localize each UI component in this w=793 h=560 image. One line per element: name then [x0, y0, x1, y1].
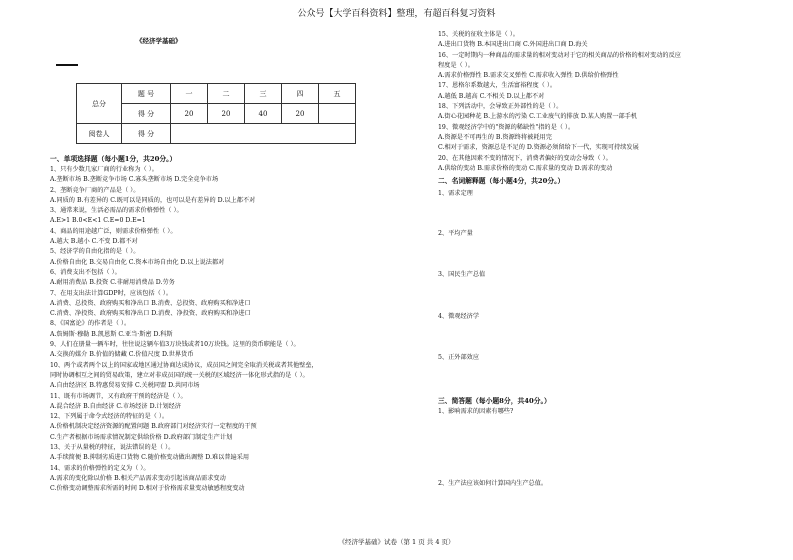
question-line: A.手续简便 B.抑制劣质进口货物 C.随价格变动做出调整 D.难以普遍采用: [50, 454, 250, 462]
points-cell: 20: [171, 104, 208, 124]
row-label-score: 得 分: [122, 104, 171, 124]
question-line: A.街心花园种花 B.上游水的污染 C.工业废气的排放 D.某人购置一部手机: [438, 113, 638, 121]
question-line: 8、《国富论》的作者是（ ）。: [50, 320, 131, 328]
question-line: 9、人们在册量一辆车时，往往说这辆车值3万块钱或者10万块钱。这里的货币职能是（ ）。: [50, 341, 300, 349]
total-label: 总分: [77, 84, 122, 124]
col-header: 三: [245, 84, 282, 104]
page-footer: 《经济学基础》试卷（第 1 页 共 4 页）: [338, 538, 455, 546]
score-table: [76, 83, 356, 144]
question-line: A.詹姆斯·穆勒 B.凯恩斯 C.亚当·斯密 D.科斯: [50, 330, 173, 338]
term-item: 4、微观经济学: [438, 313, 480, 320]
section-3-title: 三、简答题（每小题8分，共40分。）: [438, 397, 551, 405]
divider: [56, 64, 78, 66]
row-label-question-number: 题 号: [122, 84, 171, 104]
question-line: A.越大 B.越小 C.不变 D.都不对: [50, 238, 138, 246]
question-line: 12、下列属于命令式经济的特征的是（ ）。: [50, 413, 169, 421]
question-line: 4、商品的用途越广泛，则需求价格弹性（ ）。: [50, 227, 177, 235]
term-item: 1、需求定理: [438, 190, 473, 197]
document-tag: 《经济学基础》: [136, 37, 182, 45]
question-line: 18、下列活动中，会导致正外部性的是（ ）。: [438, 103, 563, 111]
col-header: 二: [208, 84, 245, 104]
section-1: [50, 154, 420, 495]
question-line: A.同质的 B.有差异的 C.既可以是同质的，也可以是有差异的 D.以上都不对: [50, 196, 256, 204]
points-cell: 20: [282, 104, 319, 124]
page-header: 公众号【大学百科资料】整理，有超百科复习资料: [297, 9, 496, 19]
points-cell: 40: [245, 104, 282, 124]
question-line: A.需求价格弹性 B.需求交叉弹性 C.需求收入弹性 D.供给价格弹性: [438, 72, 619, 80]
question-line: A.价格机制决定经济资源的配置问题 B.政府部门对经济实行一定程度的干预: [50, 423, 257, 431]
col-header: 五: [319, 84, 356, 104]
question-line: 程度是（ ）。: [438, 61, 474, 69]
section-2-title: 二、名词解释题（每小题4分，共20分。）: [438, 177, 565, 186]
term-item: 5、正外部效应: [438, 354, 480, 361]
question-line: A.混合经济 B.自由经济 C.市场经济 D.计划经济: [50, 402, 182, 410]
question-list-continued: [438, 30, 778, 174]
question-line: 14、需求的价格弹性的定义为（ ）。: [50, 464, 150, 472]
question-line: 11、既有市场调节，又有政府干预的经济是（ ）。: [50, 392, 187, 400]
question-line: A.E>1 B.0<E<1 C.E=0 D.E=1: [50, 217, 146, 225]
question-line: 1、只有少数几家厂商的行业称为（ ）。: [50, 166, 158, 173]
question-line: A.越低 B.越高 C.不相关 D.以上都不对: [438, 92, 545, 100]
question-line: C.相对于需求，资源总是不足的 D.资源必须留给下一代，实现可持续发展: [438, 144, 639, 152]
question-line: 10、两个或者两个以上的国家或地区通过协商达成协议，成员国之间完全取消关税或者其他壁垒，: [50, 361, 318, 369]
short-answer-item: 2、生产法应该如何计算国内生产总值。: [438, 480, 548, 487]
question-line: A.消费、总投资、政府购买和净出口 B.消费、总投资、政府购买和净进口: [50, 299, 251, 307]
question-line: 7、在用支出法计算GDP时，应该包括（ ）。: [50, 289, 173, 297]
question-line: A.需求的变化除以价格 B.相关产品需求变动引起该商品需求变动: [50, 474, 226, 482]
question-line: 6、消费支出不包括（ ）。: [50, 268, 121, 276]
question-line: 同时协调相互之间的贸易政策，建立对非成员国的统一关税的区域经济一体化形式指的是（ ）。: [50, 371, 309, 379]
term-item: 3、国民生产总值: [438, 271, 486, 278]
term-item: 2、平均产量: [438, 230, 473, 237]
question-line: A.资源是不可再生的 B.资源终将被耗用完: [438, 133, 552, 141]
question-line: 20、在其他因素不变的情况下，消费者偏好的变动会导致（ ）。: [438, 154, 612, 162]
question-line: C.消费、净投资、政府购买和净出口 D.消费、净投资、政府购买和净进口: [50, 310, 251, 318]
question-line: A.垄断市场 B.垄断竞争市场 C.寡头垄断市场 D.完全竞争市场: [50, 176, 219, 184]
question-line: A.价格自由化 B.交易自由化 C.资本市场自由化 D.以上说法都对: [50, 258, 225, 266]
points-cell: [319, 104, 356, 124]
reviewer-label: 阅卷人: [77, 124, 122, 144]
question-line: 2、垄断竞争厂商的产品是（ ）。: [50, 186, 140, 194]
short-answer-item: 1、影响需求的因素有哪些?: [438, 408, 514, 415]
question-line: 3、通常来说，生活必需品的需求价格弹性（ ）。: [50, 207, 183, 215]
question-line: 19、微观经济学中的"资源的稀缺性"指的是（ ）。: [438, 123, 575, 131]
question-line: 5、经济学的自由化指的是（ ）。: [50, 248, 140, 256]
section-1-title: 一、单项选择题（每小题1分，共20分。）: [50, 155, 177, 163]
question-line: A.耐用消费品 B.投资 C.非耐用消费品 D.劳务: [50, 279, 175, 287]
question-line: 17、恩格尔系数越大，生活富裕程度（ ）。: [438, 82, 557, 90]
question-line: A.自由经济区 B.特惠贸易安排 C.关税同盟 D.共同市场: [50, 382, 200, 390]
question-line: C.价格变动调整需求所需的时间 D.相对于价格需求量变动敏感程度变动: [50, 485, 245, 493]
question-line: A.交换的媒介 B.价值的储藏 C.价值尺度 D.世界货币: [50, 351, 194, 359]
col-header: 四: [282, 84, 319, 104]
col-header: 一: [171, 84, 208, 104]
question-line: 16、一定时期内一种商品的需求量的相对变动对于它的相关商品的价格的相对变动的反应: [438, 51, 681, 59]
question-line: 13、关于从量税的特征，说法错误的是（ ）。: [50, 444, 175, 452]
score-blank: [171, 124, 356, 144]
points-cell: 20: [208, 104, 245, 124]
question-line: A.供给的变动 B.需求价格的变动 C.需求量的变动 D.需求的变动: [438, 164, 613, 172]
question-list: [50, 165, 420, 495]
question-line: C.生产者根据市场需求情况制定供给价格 D.政府部门制定生产计划: [50, 433, 233, 441]
question-line: A.进出口货物 B.本国进出口商 C.外国进出口商 D.海关: [438, 41, 588, 49]
right-column: [438, 30, 778, 187]
question-line: 15、关税的征收主体是（ ）。: [438, 31, 519, 38]
row-label-score: 得 分: [122, 124, 171, 144]
